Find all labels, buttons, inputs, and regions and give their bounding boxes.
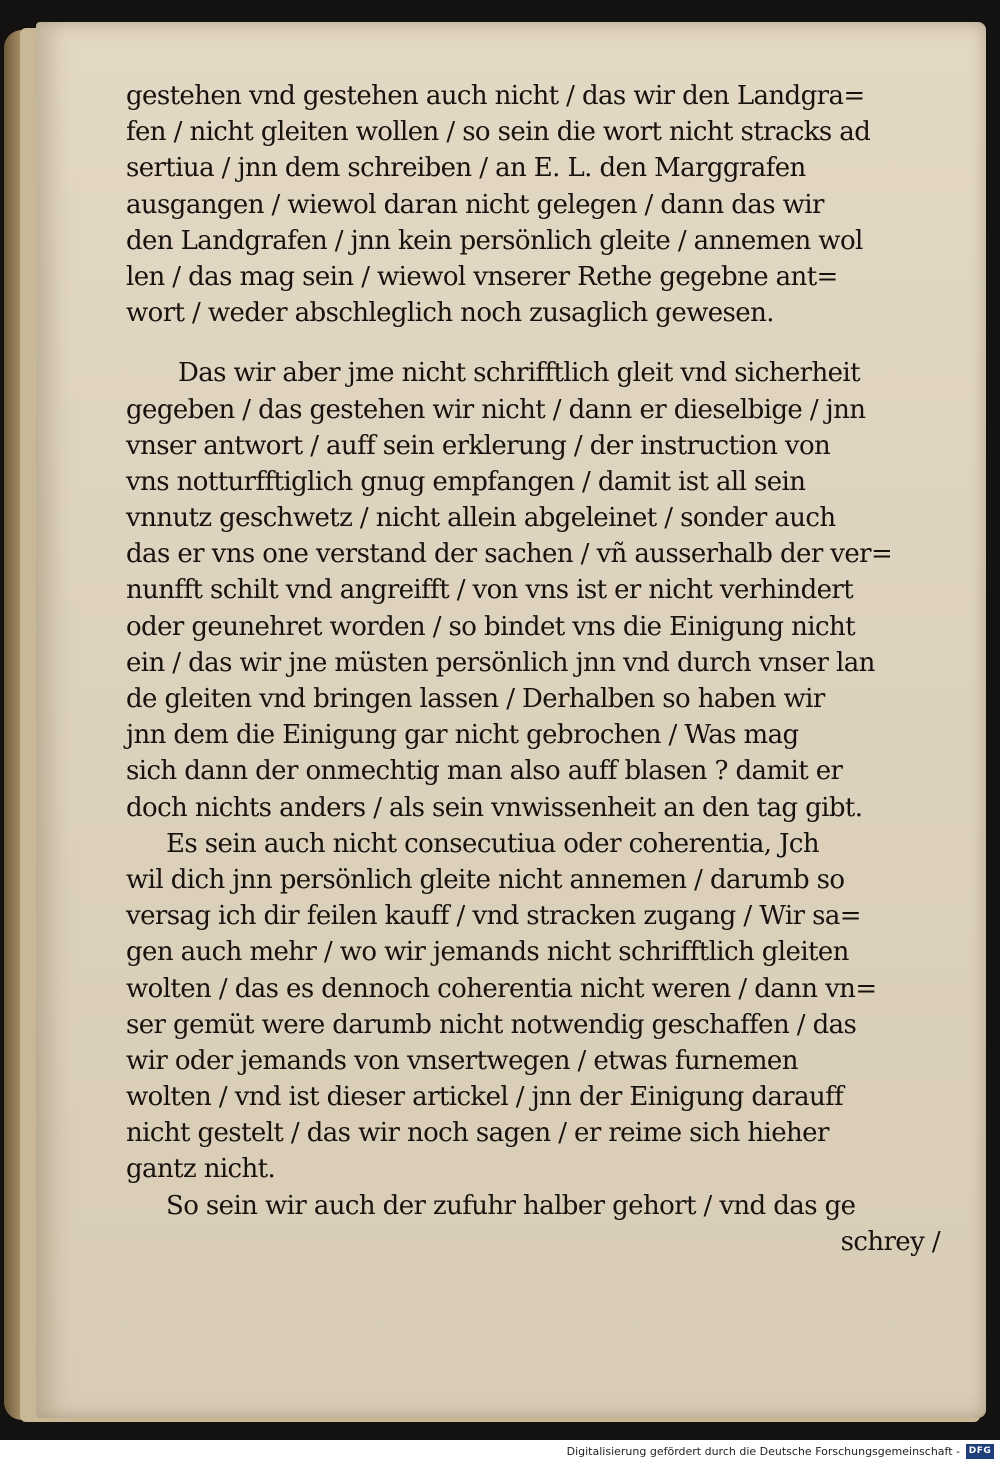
text-line: ein / das wir jne müsten persönlich jnn vnd durch vnser lan [126,647,875,678]
text-line: den Landgrafen / jnn kein persönlich gleite / annemen wol [126,225,863,256]
text-line: vnnutz geschwetz / nicht allein abgeleinet / sonder auch [126,503,836,534]
text-line: fen / nicht gleiten wollen / so sein die wort nicht stracks ad [126,117,871,148]
text-line: sertiua / jnn dem schreiben / an E. L. den Marggrafen [126,153,806,184]
page-text [126,78,966,1260]
text-line: jnn dem die Einigung gar nicht gebrochen / Was mag [126,720,799,751]
text-line: oder geunehret worden / so bindet vns die Einigung nicht [126,611,855,642]
text-line: Es sein auch nicht consecutiua oder coherentia, Jch [166,828,820,859]
text-line: nunfft schilt vnd angreifft / von vns ist er nicht verhindert [126,575,854,606]
text-line: versag ich dir feilen kauff / vnd stracken zugang / Wir sa= [126,901,861,932]
text-line: Das wir aber jme nicht schrifftlich gleit vnd sicherheit [178,358,860,389]
text-line: nicht gestelt / das wir noch sagen / er reime sich hieher [126,1118,829,1149]
text-line: wort / weder abschleglich noch zusaglich gewesen. [126,298,774,329]
text-line: len / das mag sein / wiewol vnserer Rethe gegebne ant= [126,261,838,292]
text-line: So sein wir auch der zufuhr halber gehort / vnd das ge [166,1190,856,1221]
text-line: wil dich jnn persönlich gleite nicht annemen / darumb so [126,864,845,895]
text-line: gestehen vnd gestehen auch nicht / das wir den Landgra= [126,81,865,111]
text-line: vnser antwort / auff sein erklerung / der instruction von [126,430,831,461]
text-line: wolten / das es dennoch coherentia nicht weren / dann vn= [126,973,877,1004]
funding-credit: Digitalisierung gefördert durch die Deutsche Forschungsgemeinschaft - [566,1445,960,1458]
text-line: sich dann der onmechtig man also auff blasen ? damit er [126,756,843,787]
text-line: wir oder jemands von vnsertwegen / etwas furnemen [126,1045,798,1076]
text-line: doch nichts anders / als sein vnwissenheit an den tag gibt. [126,792,863,823]
text-line: gen auch mehr / wo wir jemands nicht schrifftlich gleiten [126,937,849,968]
text-line: de gleiten vnd bringen lassen / Derhalben so haben wir [126,684,825,714]
catchword: schrey / [840,1226,940,1257]
text-line: das er vns one verstand der sachen / vñ ausserhalb der ver= [126,539,893,570]
footer-bar [0,1440,1000,1465]
text-line: vns notturfftiglich gnug empfangen / damit ist all sein [126,466,806,497]
text-line: ausgangen / wiewol daran nicht gelegen / dann das wir [126,189,824,220]
dfg-logo-icon: DFG [966,1444,994,1459]
text-line: gegeben / das gestehen wir nicht / dann er dieselbige / jnn [126,394,866,425]
text-line: gantz nicht. [126,1154,276,1185]
text-line: wolten / vnd ist dieser artickel / jnn der Einigung darauff [126,1082,844,1113]
text-line: ser gemüt were darumb nicht notwendig geschaffen / das [126,1009,857,1040]
paragraph-gap [126,331,966,355]
